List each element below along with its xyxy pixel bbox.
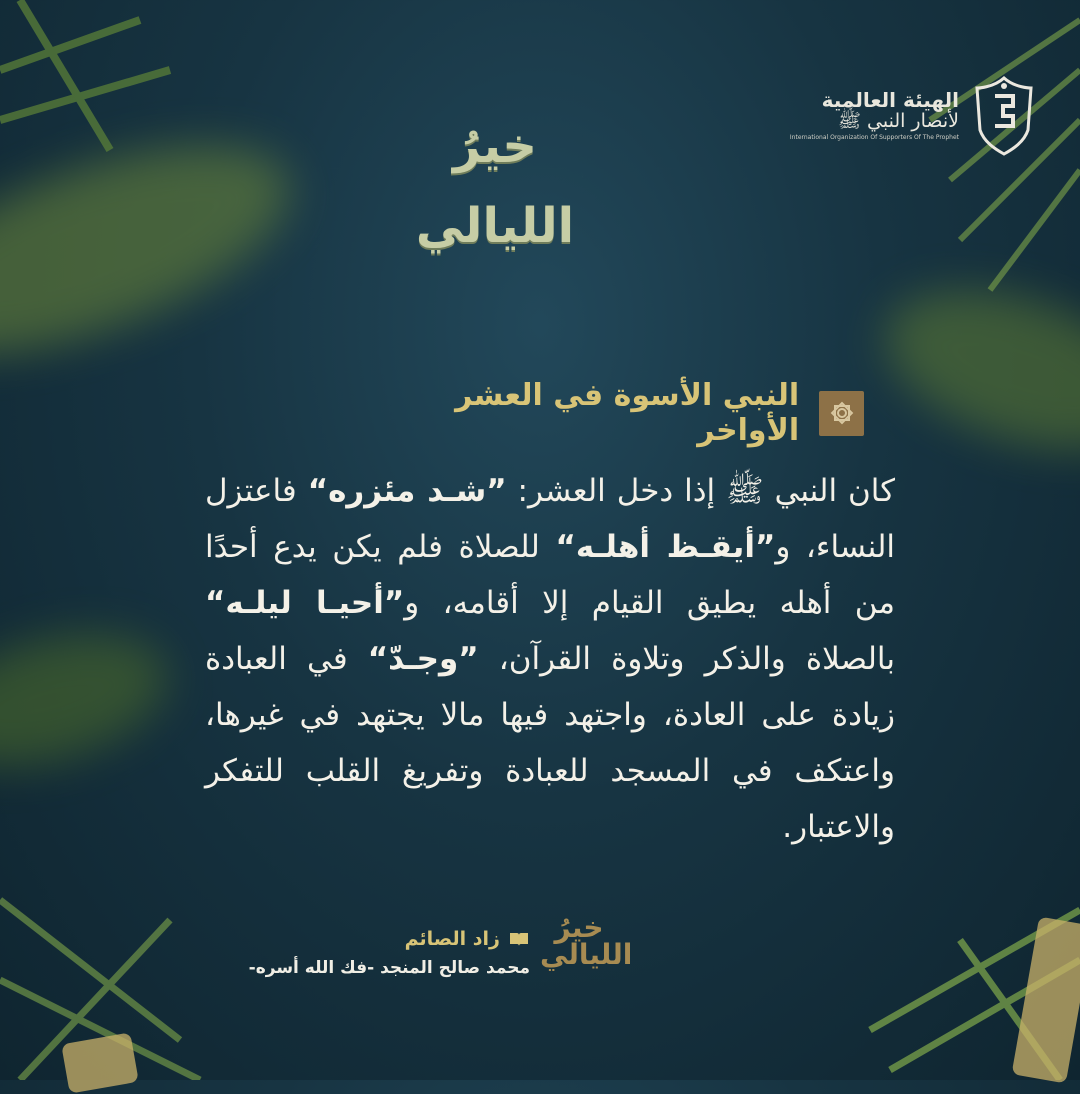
paragraph-text-3: للصلاة فلم يكن يدع أحدًا من أهله يطيق القيام إلا أقامه، و [205,529,895,621]
section-heading [344,378,864,448]
mini-logo-line1: خيرُ [554,911,604,944]
palm-leaf-top-left [0,0,190,190]
paragraph-text-4: بالصلاة والذكر وتلاوة القرآن، [478,641,895,677]
ornament-icon [819,391,864,436]
organization-name-line2: لأنصار النبي ﷺ [838,109,959,132]
campaign-title-line2: الليالي [415,198,575,254]
blurred-leaf-bottom-left [0,611,181,789]
organization-logo [675,70,1035,160]
paragraph-text-1: كان النبي ﷺ إذا دخل العشر: [506,473,895,509]
main-paragraph [205,463,895,873]
emphasis-phrase-3: ”أحيـا ليلـه“ [205,585,405,621]
paragraph-text-5: في العبادة زيادة على العادة، واجتهد فيها مالا يجتهد في غيرها، واعتكف في المسجد للعبادة وتفريغ القلب للتفكر والاعتبار. [205,641,895,845]
book-icon [508,930,530,948]
campaign-title-logo [400,82,620,312]
decorative-scroll-bottom-left [61,1032,139,1093]
emphasis-phrase-2: ”أيقـظ أهلـه“ [555,529,776,565]
section-title: النبي الأسوة في العشر الأواخر [455,378,800,448]
source-title-row [220,928,530,950]
crescent-moon-icon [400,82,620,312]
mini-logo-line2: الليالي [540,937,633,971]
paragraph-text-2: فاعتزل النساء، و [205,473,895,565]
campaign-title-line1: خيرُ [452,118,538,174]
source-attribution [220,928,530,1008]
author-name: محمد صالح المنجد -فك الله أسره- [248,958,530,978]
shield-logo-icon [973,74,1035,156]
source-title: زاد الصائم [404,928,500,950]
emphasis-phrase-1: ”شـد مئزره“ [307,473,507,509]
organization-name-english: International Organization Of Supporters Of The Prophet [789,133,959,141]
emphasis-phrase-4: ”وجـدّ“ [367,641,479,677]
campaign-mini-logo [540,911,633,1015]
organization-name-line1: الهيئة العالمية [821,87,959,112]
